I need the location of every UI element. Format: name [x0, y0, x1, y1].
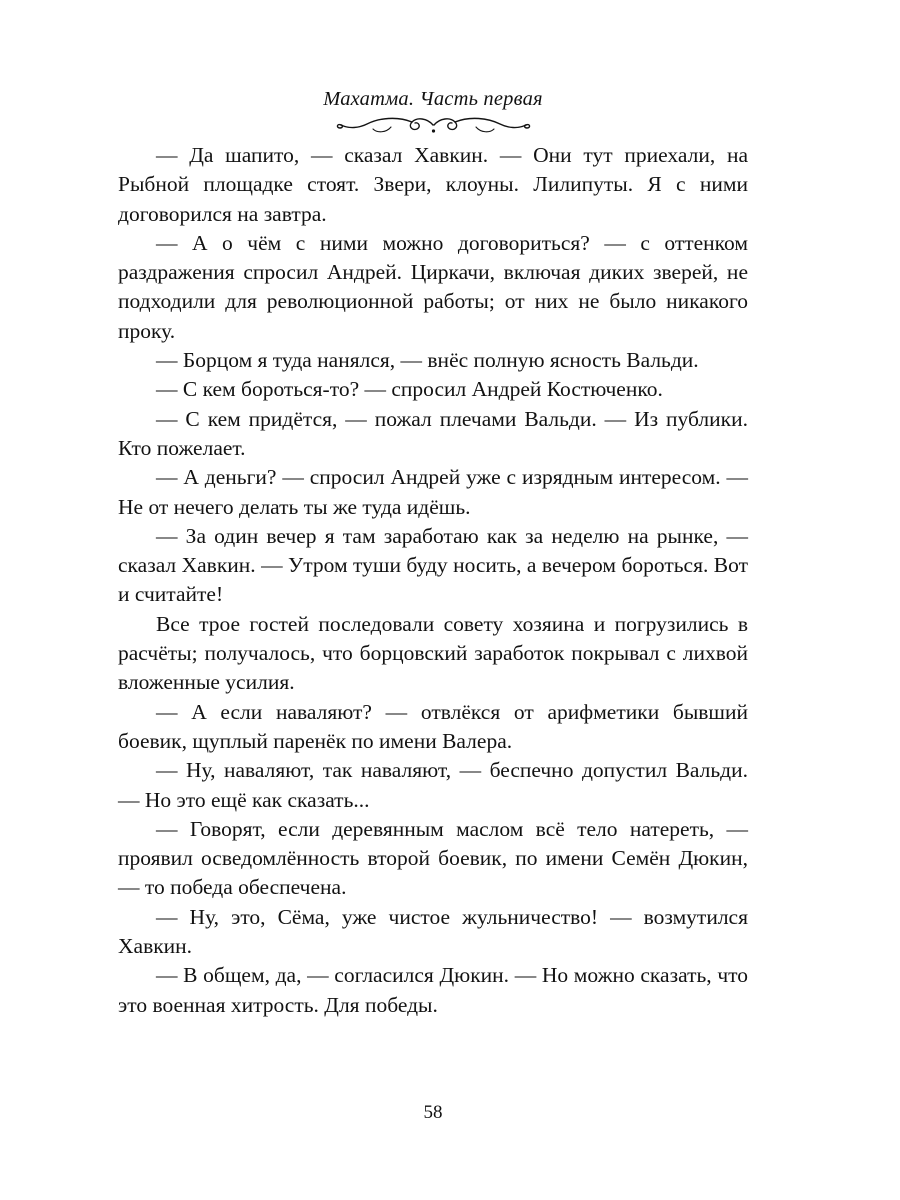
paragraph: — А если наваляют? — отвлёкся от арифметики бывший боевик, щуплый паренёк по имени Валера. [118, 699, 748, 753]
paragraph: — А деньги? — спросил Андрей уже с изрядным интересом. — Не от нечего делать ты же туда идёшь. [118, 465, 748, 519]
body-text [118, 141, 748, 1020]
paragraph: — Да шапито, — сказал Хавкин. — Они тут приехали, на Рыбной площадке стоят. Звери, клоуны. Лилипуты. Я с ними договорился на завтра. [118, 143, 748, 226]
flourish-graphic [331, 114, 536, 136]
paragraph: — Ну, наваляют, так наваляют, — беспечно допустил Вальди. — Но это ещё как сказать... [118, 758, 748, 812]
running-title: Махатма. Часть первая [323, 88, 543, 110]
paragraph: — Борцом я туда нанялся, — внёс полную ясность Вальди. [156, 348, 699, 373]
paragraph: — А о чём с ними можно договориться? — с оттенком раздражения спросил Андрей. Циркачи, включая диких зверей, не подходили для революционной работы; от них не было никакого проку. [118, 230, 748, 343]
paragraph: — Говорят, если деревянным маслом всё тело натереть, — проявил осведомлённость второй боевик, по имени Семён Дюкин, — то победа обеспечена. [118, 816, 748, 900]
paragraph: — За один вечер я там заработаю как за неделю на рынке, — сказал Хавкин. — Утром туши буду носить, а вечером бороться. Вот и считайте! [118, 523, 748, 607]
paragraph: Все трое гостей последовали совету хозяина и погрузились в расчёты; получалось, что борцовский заработок покрывал с лихвой вложенные усилия. [118, 611, 748, 695]
paragraph: — Ну, это, Сёма, уже чистое жульничество! — возмутился Хавкин. [118, 904, 748, 959]
paragraph: — С кем бороться-то? — спросил Андрей Костюченко. [156, 377, 663, 402]
flourish-ornament [118, 114, 748, 136]
paragraph: — В общем, да, — согласился Дюкин. — Но можно сказать, что это военная хитрость. Для победы. [118, 963, 748, 1017]
paragraph: — С кем придётся, — пожал плечами Вальди. — Из публики. Кто пожелает. [118, 406, 748, 460]
page-number: 58 [423, 1102, 443, 1123]
